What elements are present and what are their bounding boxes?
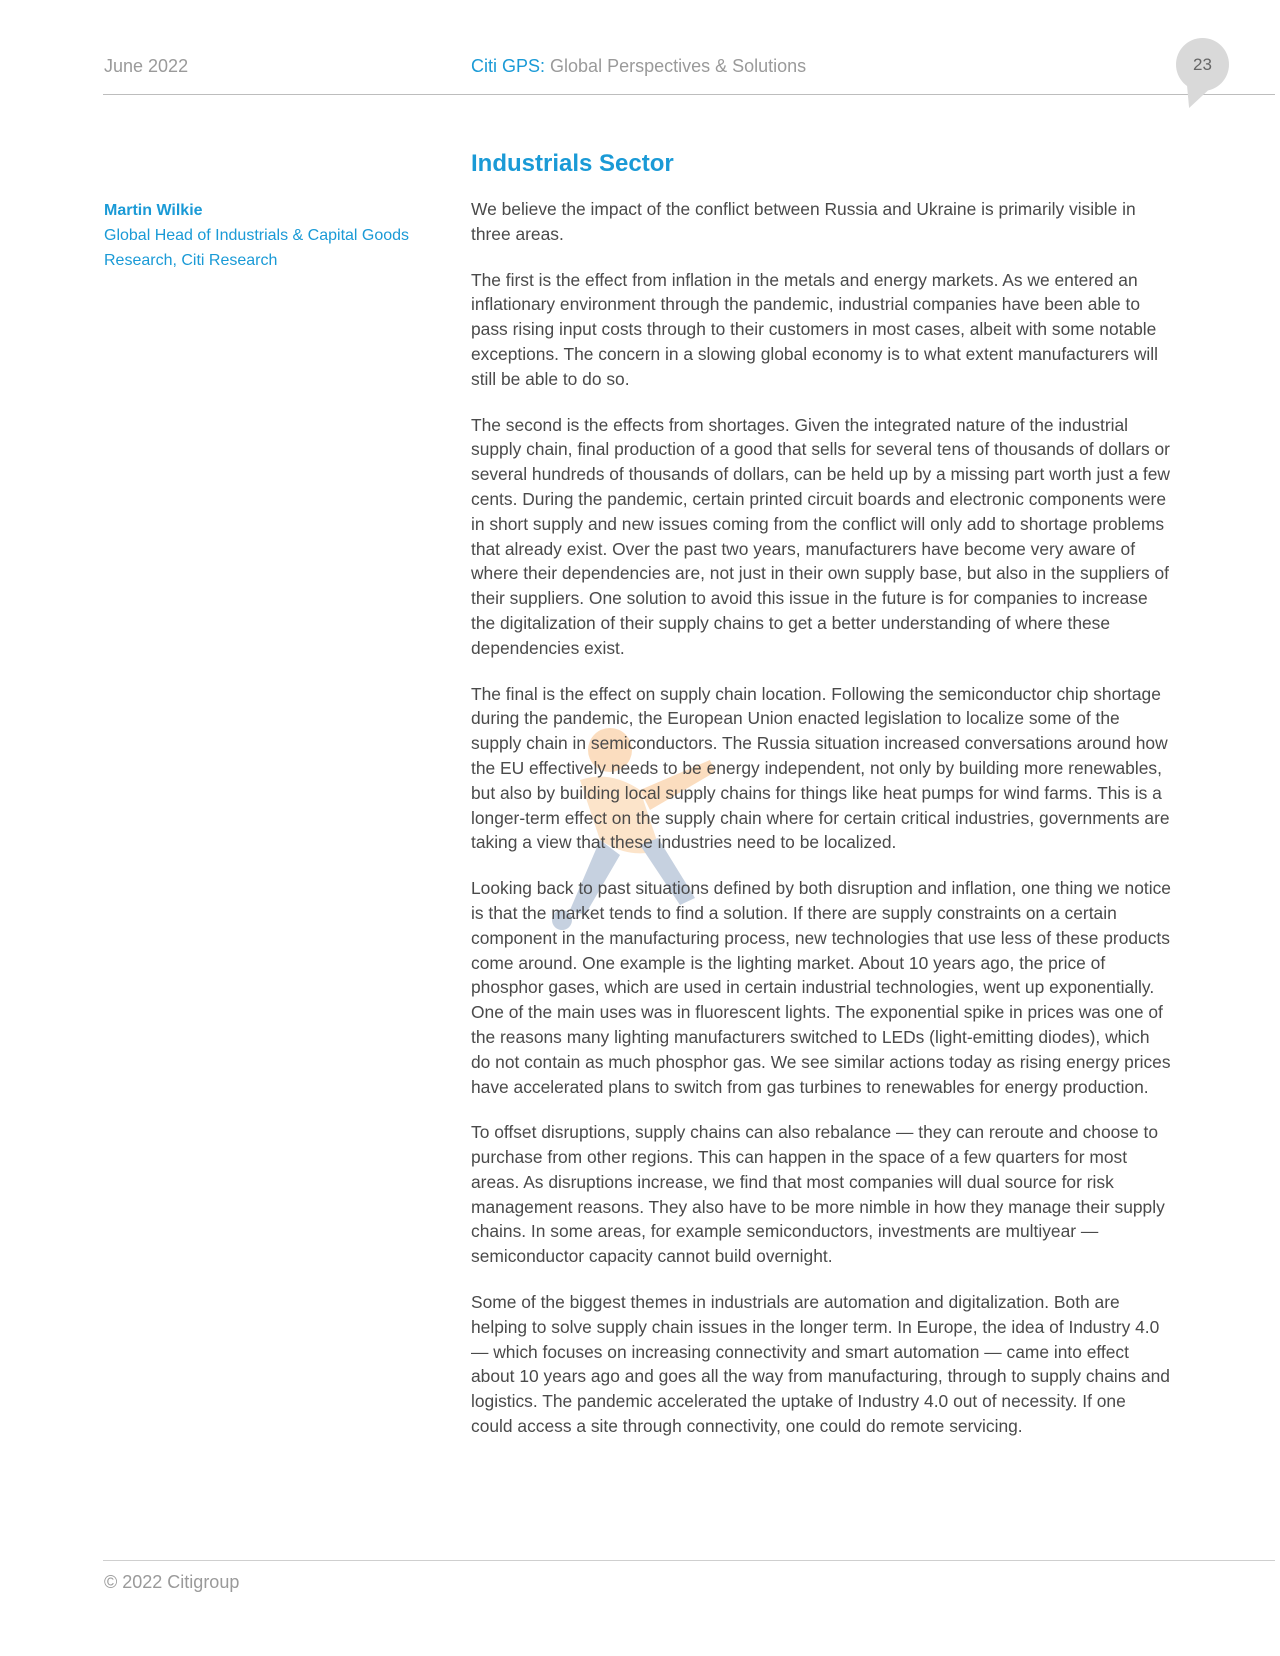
header-date: June 2022 <box>104 56 189 76</box>
header-publication-name: Global Perspectives & Solutions <box>550 56 807 76</box>
footer-copyright: © 2022 Citigroup <box>104 1572 240 1592</box>
header-publication <box>471 56 806 77</box>
paragraph: Some of the biggest themes in industrials are automation and digitalization. Both are helping to solve supply chain issues in the longer term. In Europe, the idea of Industry 4.0 — which focuses on increasing connectivity and smart automation — came into effect about 10 years ago and goes all the way from manufacturing, through to supply chains and logistics. The pandemic accelerated the uptake of Industry 4.0 out of necessity. If one could access a site through connectivity, one could do remote servicing. <box>471 1292 1170 1437</box>
header-brand: Citi GPS: <box>471 56 546 76</box>
header-divider <box>103 94 1275 95</box>
section-title: Industrials Sector <box>471 150 674 177</box>
author-sidebar <box>104 198 434 273</box>
author-name: Martin Wilkie <box>104 202 203 219</box>
article-body <box>471 197 1171 1460</box>
paragraph: Looking back to past situations defined by both disruption and inflation, one thing we notice is that the market tends to find a solution. If there are supply constraints on a certain component in the manufacturing process, new technologies that use less of these products come around. One example is the lighting market. About 10 years ago, the price of phosphor gases, which are used in certain industrial technologies, went up exponentially. One of the main uses was in fluorescent lights. The exponential spike in prices was one of the reasons many lighting manufacturers switched to LEDs (light-emitting diodes), which do not contain as much phosphor gas. We see similar actions today as rising energy prices have accelerated plans to switch from gas turbines to renewables for energy production. <box>471 878 1171 1097</box>
paragraph: The final is the effect on supply chain location. Following the semiconductor chip shortage during the pandemic, the European Union enacted legislation to localize some of the supply chain in semiconductors. The Russia situation increased conversations around how the EU effectively needs to be energy independent, not only by building more renewables, but also by building local supply chains for things like heat pumps for wind farms. This is a longer-term effect on the supply chain where for certain critical industries, governments are taking a view that these industries need to be localized. <box>471 683 1170 853</box>
paragraph: The second is the effects from shortages. Given the integrated nature of the industrial supply chain, final production of a good that sells for several tens of thousands of dollars or several hundreds of thousands of dollars, can be held up by a missing part worth just a few cents. During the pandemic, certain printed circuit boards and electronic components were in short supply and new issues coming from the conflict will only add to shortage problems that already exist. Over the past two years, manufacturers have become very aware of where their dependencies are, not just in their own supply base, but also in the suppliers of their suppliers. One solution to avoid this issue in the future is for companies to increase the digitalization of their supply chains to get a better understanding of where these dependencies exist. <box>471 414 1170 658</box>
paragraph: The first is the effect from inflation in the metals and energy markets. As we entered an inflationary environment through the pandemic, industrial companies have been able to pass rising input costs through to their customers in most cases, albeit with some notable exceptions. The concern in a slowing global economy is to what extent manufacturers will still be able to do so. <box>471 269 1158 389</box>
page-number: 23 <box>1193 54 1212 74</box>
paragraph: We believe the impact of the conflict between Russia and Ukraine is primarily visible in three areas. <box>471 199 1136 244</box>
footer-divider <box>103 1560 1275 1561</box>
author-title: Global Head of Industrials & Capital Goods Research, Citi Research <box>104 227 410 269</box>
paragraph: To offset disruptions, supply chains can also rebalance — they can reroute and choose to purchase from other regions. This can happen in the space of a few quarters for most areas. As disruptions increase, we find that most companies will dual source for risk management reasons. They also have to be more nimble in how they manage their supply chains. In some areas, for example semiconductors, investments are multiyear — semiconductor capacity cannot build overnight. <box>471 1122 1165 1267</box>
page-number-badge <box>1176 38 1229 91</box>
